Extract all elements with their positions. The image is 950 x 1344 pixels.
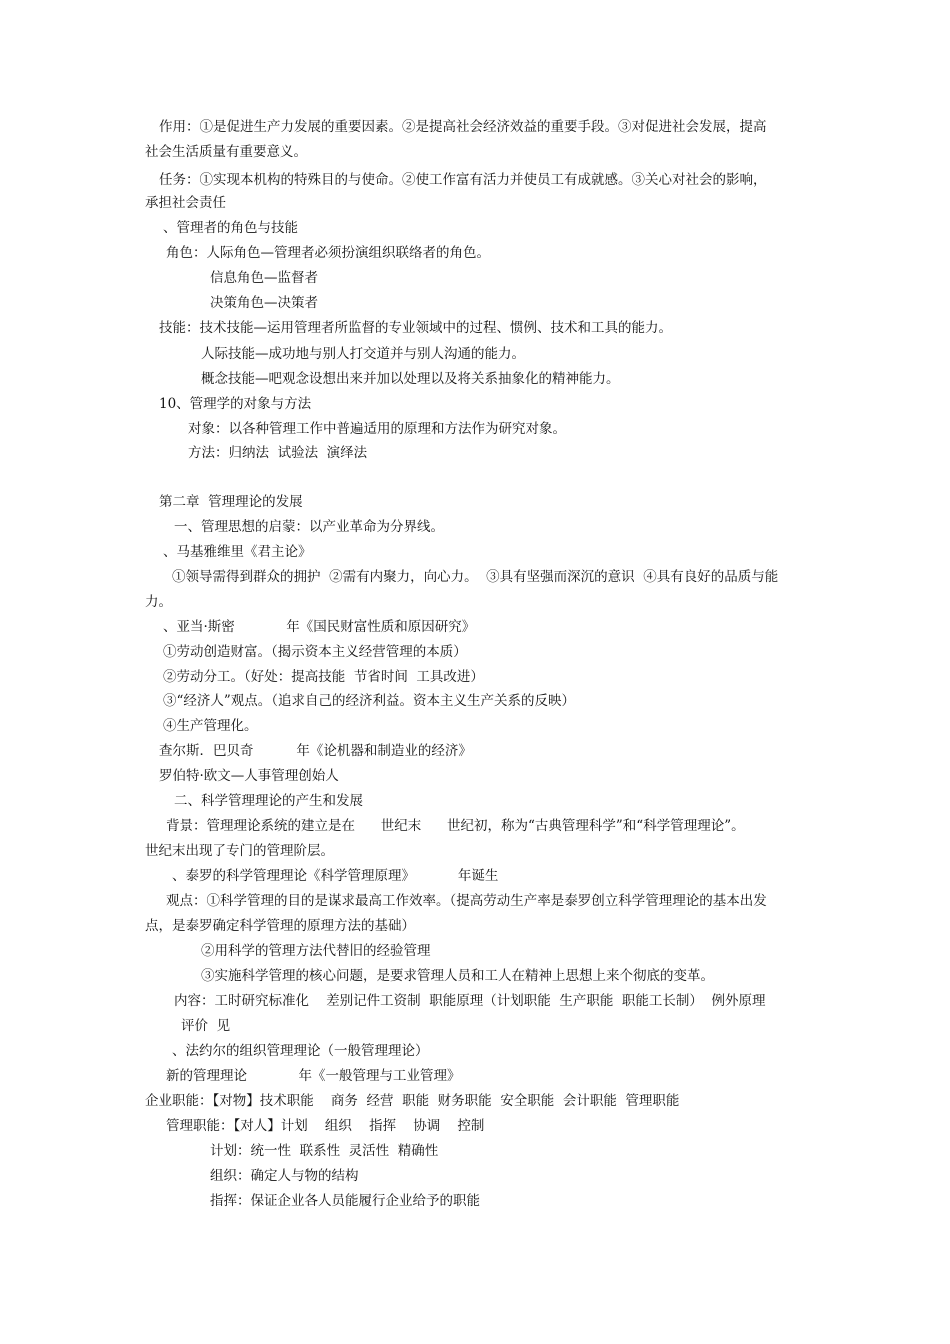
text-line: 罗伯特·欧文—人事管理创始人 — [159, 768, 339, 784]
text-line: 任务：①实现本机构的特殊目的与使命。②使工作富有活力并使员工有成就感。③关心对社会的影响， — [159, 172, 767, 188]
text-line: 企业职能：【对物】技术职能 商务 经营 职能 财务职能 安全职能 会计职能 管理职能 — [145, 1093, 680, 1109]
text-line: 世纪末出现了专门的管理阶层。 — [145, 843, 334, 859]
text-line: 作用：①是促进生产力发展的重要因素。②是提高社会经济效益的重要手段。③对促进社会发展，提高 — [159, 119, 767, 135]
text-line: 承担社会责任 — [145, 195, 226, 211]
text-line: 力。 — [145, 594, 172, 610]
text-line: 查尔斯．巴贝奇 年《论机器和制造业的经济》 — [159, 743, 472, 759]
section-heading: 、法约尔的组织管理理论（一般管理理论） — [172, 1043, 429, 1059]
text-line: ③“经济人”观点。（追求自己的经济利益。资本主义生产关系的反映） — [163, 693, 576, 709]
text-line: 信息角色—监督者 — [210, 270, 318, 286]
section-heading: 、马基雅维里《君主论》 — [163, 544, 312, 560]
text-line: 新的管理理论 年《一般管理与工业管理》 — [166, 1068, 461, 1084]
text-line: 点，是泰罗确定科学管理的原理方法的基础） — [145, 918, 415, 934]
text-line: 管理职能：【对人】计划 组织 指挥 协调 控制 — [166, 1118, 485, 1134]
text-line: ①劳动创造财富。（揭示资本主义经营管理的本质） — [163, 644, 467, 660]
text-line: 角色：人际角色—管理者必须扮演组织联络者的角色。 — [166, 245, 490, 261]
text-line: 评价 见 — [181, 1018, 231, 1034]
section-heading: 、亚当·斯密 年《国民财富性质和原因研究》 — [163, 619, 476, 635]
text-line: 观点：①科学管理的目的是谋求最高工作效率。（提高劳动生产率是泰罗创立科学管理理论的基本出发 — [166, 893, 767, 909]
text-line: ③实施科学管理的核心问题，是要求管理人员和工人在精神上思想上来个彻底的变革。 — [201, 968, 714, 984]
section-heading: 、管理者的角色与技能 — [163, 220, 298, 236]
section-heading: 10、管理学的对象与方法 — [159, 396, 312, 412]
text-line: ②劳动分工。（好处：提高技能 节省时间 工具改进） — [163, 669, 484, 685]
text-line: ②用科学的管理方法代替旧的经验管理 — [201, 943, 431, 959]
text-line: 人际技能—成功地与别人打交道并与别人沟通的能力。 — [201, 346, 525, 362]
text-line: 组织：确定人与物的结构 — [210, 1168, 359, 1184]
text-line: 计划：统一性 联系性 灵活性 精确性 — [210, 1143, 439, 1159]
section-heading: 、泰罗的科学管理理论《科学管理原理》 年诞生 — [172, 868, 499, 884]
section-heading: 二、科学管理理论的产生和发展 — [174, 793, 363, 809]
text-line: ①领导需得到群众的拥护 ②需有内聚力，向心力。 ③具有坚强而深沉的意识 ④具有良好的品质与能 — [172, 569, 779, 585]
text-line: 指挥：保证企业各人员能履行企业给予的职能 — [210, 1193, 480, 1209]
text-line: 内容：工时研究标准化 差别记件工资制 职能原理（计划职能 生产职能 职能工长制） 例外原理 — [174, 993, 766, 1009]
chapter-title: 第二章 管理理论的发展 — [159, 494, 303, 510]
text-line: 社会生活质量有重要意义。 — [145, 144, 307, 160]
text-line: ④生产管理化。 — [163, 718, 258, 734]
text-line: 对象：以各种管理工作中普遍适用的原理和方法作为研究对象。 — [188, 421, 566, 437]
text-line: 背景：管理理论系统的建立是在 世纪末 世纪初，称为“古典管理科学”和“科学管理理论”。 — [166, 818, 745, 834]
text-line: 概念技能—吧观念设想出来并加以处理以及将关系抽象化的精神能力。 — [201, 371, 620, 387]
text-line: 技能：技术技能—运用管理者所监督的专业领域中的过程、惯例、技术和工具的能力。 — [159, 320, 672, 336]
text-line: 方法：归纳法 试验法 演绎法 — [188, 445, 368, 461]
text-line: 决策角色—决策者 — [210, 295, 318, 311]
section-heading: 一、管理思想的启蒙：以产业革命为分界线。 — [174, 519, 444, 535]
